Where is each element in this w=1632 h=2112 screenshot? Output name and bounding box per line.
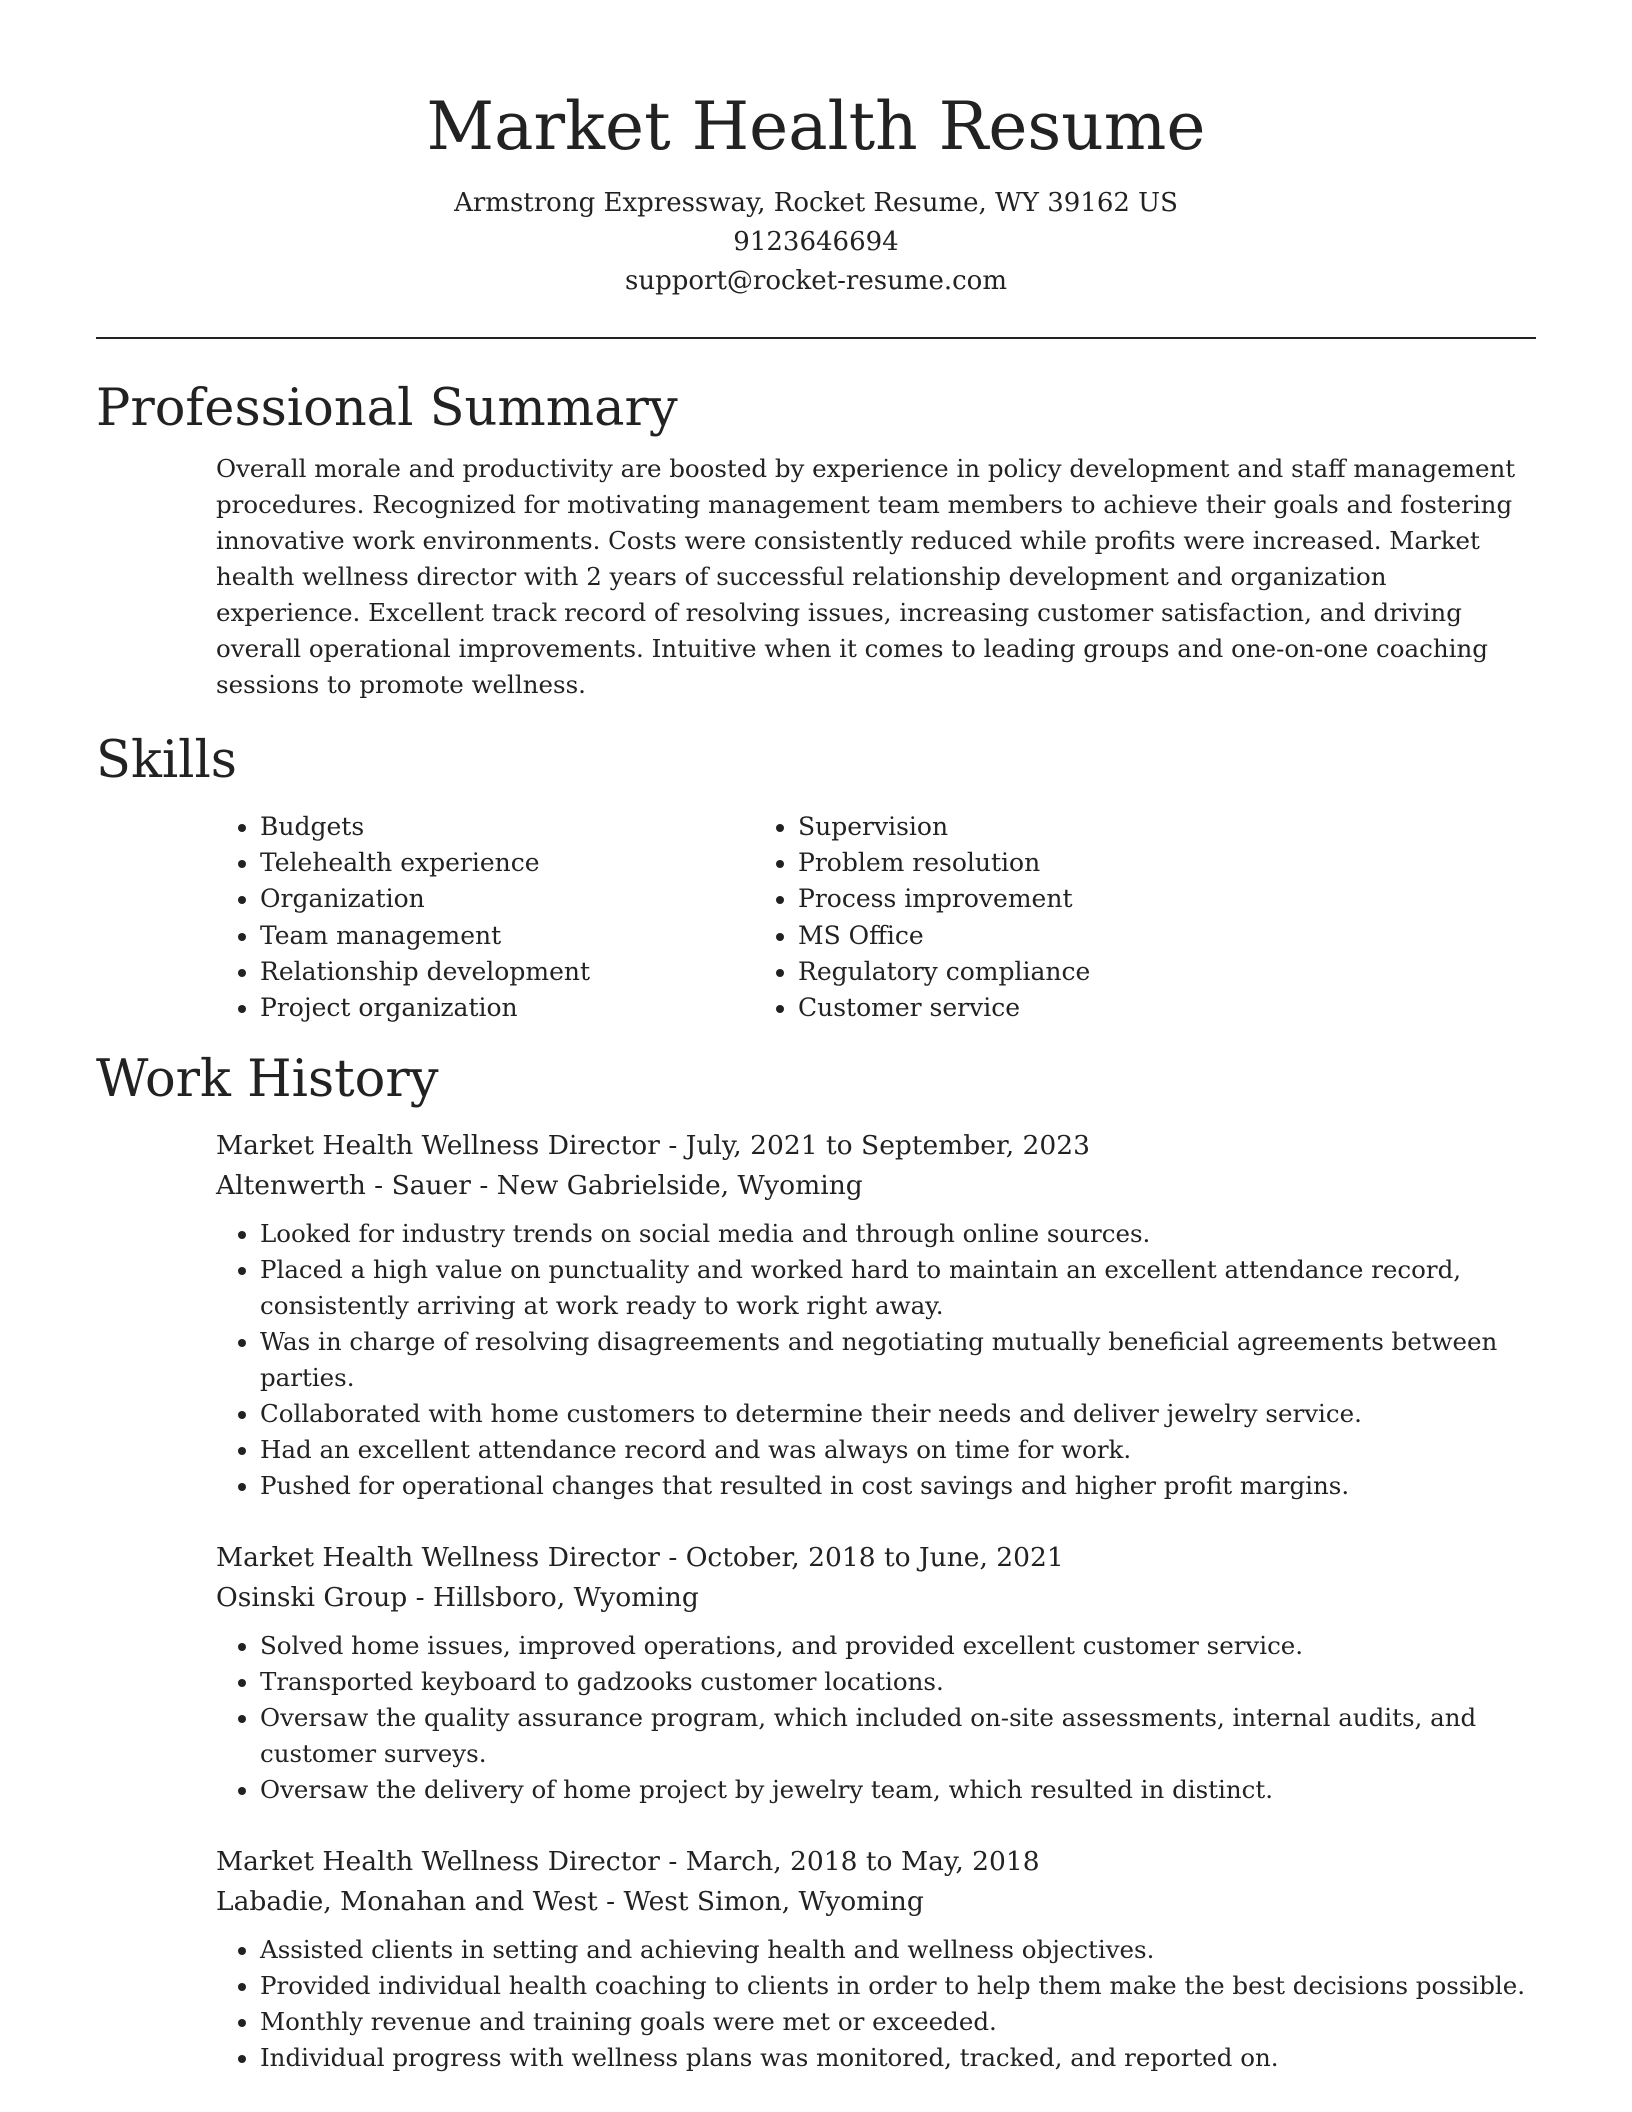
contact-phone: 9123646694 — [733, 227, 899, 257]
job-title-line — [216, 1538, 1536, 1578]
skill-item: • Organization — [260, 881, 746, 917]
skills-list — [96, 809, 1536, 1026]
summary-heading: Professional Summary — [96, 379, 678, 438]
job-bullets — [216, 1216, 1536, 1504]
skill-item: • Relationship development — [260, 954, 746, 990]
job-role: Market Health Wellness Director — [216, 1130, 660, 1162]
job-company-line — [216, 1166, 1536, 1206]
skill-item: • MS Office — [798, 918, 1284, 954]
header-divider — [96, 337, 1536, 339]
job-role: Market Health Wellness Director — [216, 1846, 660, 1878]
job-bullet: • Individual progress with wellness plans was monitored, tracked, and reported on. — [260, 2040, 1536, 2076]
job-bullet: • Solved home issues, improved operations, and provided excellent customer service. — [260, 1628, 1536, 1664]
skill-item: • Supervision — [798, 809, 1284, 845]
job-title-line — [216, 1126, 1536, 1166]
job-bullet: • Had an excellent attendance record and was always on time for work. — [260, 1432, 1536, 1468]
job-company-line — [216, 1578, 1536, 1618]
skills-column-right — [746, 809, 1284, 1026]
job-location: - New Gabrielside, Wyoming — [470, 1170, 863, 1202]
job-bullet: • Oversaw the delivery of home project by jewelry team, which resulted in distinct. — [260, 1772, 1536, 1808]
job-bullet: • Looked for industry trends on social media and through online sources. — [260, 1216, 1536, 1252]
job-bullet: • Assisted clients in setting and achieving health and wellness objectives. — [260, 1932, 1536, 1968]
job-entry — [216, 1842, 1536, 2076]
resume-name: Market Health Resume — [426, 88, 1206, 165]
job-bullet: • Monthly revenue and training goals were met or exceeded. — [260, 2004, 1536, 2040]
job-company: Labadie, Monahan and West — [216, 1886, 598, 1918]
skill-item: • Process improvement — [798, 881, 1284, 917]
skill-item: • Customer service — [798, 990, 1284, 1026]
job-bullet: • Was in charge of resolving disagreements and negotiating mutually beneficial agreements between parties. — [260, 1324, 1536, 1396]
contact-block — [96, 184, 1536, 301]
skills-column-left — [96, 809, 746, 1026]
job-bullet: • Provided individual health coaching to clients in order to help them make the best decisions possible. — [260, 1968, 1536, 2004]
summary-text: Overall morale and productivity are boosted by experience in policy development and staff management procedures. Recognized for motivating management team members to achieve their goals and fostering innovative work environments. Costs were consistently reduced while profits were increased. Market health wellness director with 2 years of successful relationship development and organization experience. Excellent track record of resolving issues, increasing customer satisfaction, and driving overall operational improvements. Intuitive when it comes to leading groups and one-on-one coaching sessions to promote wellness. — [216, 454, 1516, 699]
job-company-line — [216, 1882, 1536, 1922]
skill-item: • Regulatory compliance — [798, 954, 1284, 990]
job-location: - West Simon, Wyoming — [597, 1886, 924, 1918]
job-bullet: • Oversaw the quality assurance program, which included on-site assessments, internal audits, and customer surveys. — [260, 1700, 1536, 1772]
job-bullet: • Placed a high value on punctuality and worked hard to maintain an excellent attendance record, consistently arriving at work ready to work right away. — [260, 1252, 1536, 1324]
skill-item: • Problem resolution — [798, 845, 1284, 881]
job-bullet: • Transported keyboard to gadzooks customer locations. — [260, 1664, 1536, 1700]
job-bullets — [216, 1628, 1536, 1808]
job-dates: - October, 2018 to June, 2021 — [659, 1542, 1064, 1574]
job-company: Altenwerth - Sauer — [216, 1170, 471, 1202]
resume-page — [96, 0, 1536, 2076]
job-location: - Hillsboro, Wyoming — [407, 1582, 699, 1614]
job-bullet: • Pushed for operational changes that resulted in cost savings and higher profit margins. — [260, 1468, 1536, 1504]
job-entry — [216, 1538, 1536, 1808]
job-title-line — [216, 1842, 1536, 1882]
skill-item: • Project organization — [260, 990, 746, 1026]
contact-email: support@rocket-resume.com — [624, 266, 1007, 296]
skill-item: • Team management — [260, 918, 746, 954]
work-history-heading: Work History — [96, 1050, 439, 1110]
job-bullet: • Collaborated with home customers to determine their needs and deliver jewelry service. — [260, 1396, 1536, 1432]
job-bullets — [216, 1932, 1536, 2076]
resume-header — [96, 0, 1536, 301]
job-entry — [216, 1126, 1536, 1504]
contact-address: Armstrong Expressway, Rocket Resume, WY 39162 US — [454, 188, 1178, 218]
skills-heading: Skills — [96, 731, 237, 790]
skill-item: • Budgets — [260, 809, 746, 845]
job-dates: - March, 2018 to May, 2018 — [659, 1846, 1040, 1878]
skill-item: • Telehealth experience — [260, 845, 746, 881]
job-dates: - July, 2021 to September, 2023 — [659, 1130, 1090, 1162]
job-role: Market Health Wellness Director — [216, 1542, 660, 1574]
job-company: Osinski Group — [216, 1582, 408, 1614]
